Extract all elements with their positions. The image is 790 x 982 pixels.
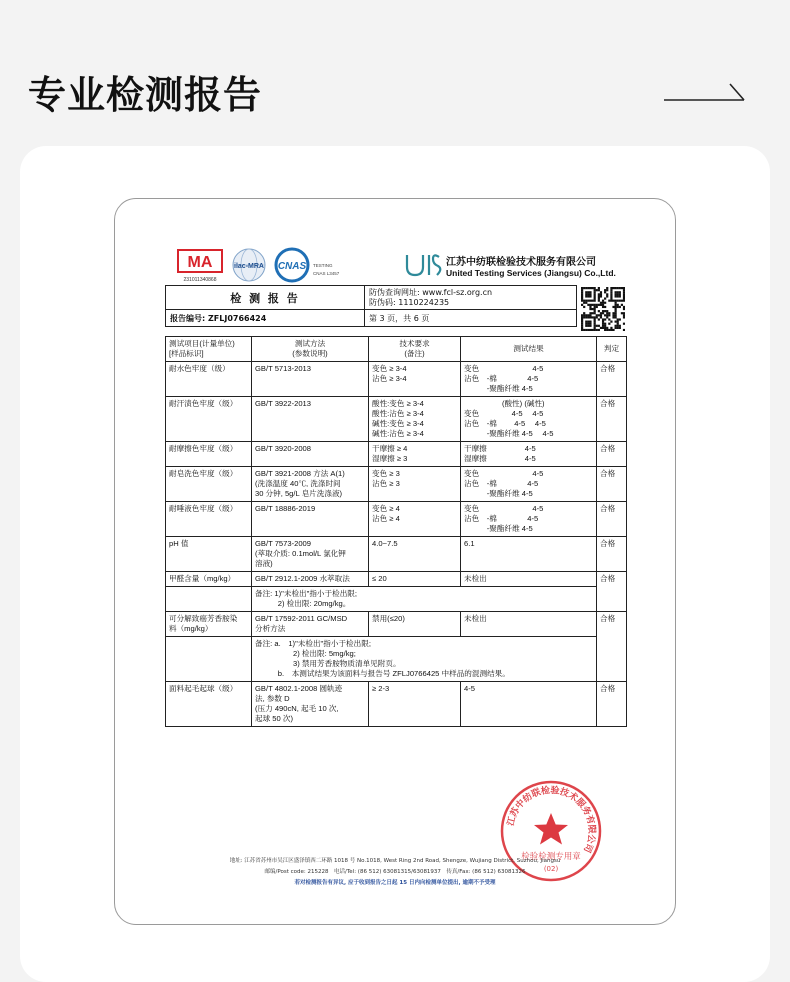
footer-contact: 邮编/Post code: 215228 电话/Tel: (86 512) 63081315/63081937 传真/Fax: (86 512) 63081326 bbox=[264, 869, 526, 875]
anti-fake-info bbox=[365, 286, 577, 310]
cell-item: 耐皂洗色牢度（级） bbox=[166, 467, 252, 502]
footer-warning: 若对检测报告有异议, 应于收到报告之日起 15 日内向检测单位提出, 逾期不予受理 bbox=[294, 880, 496, 886]
table-row bbox=[166, 682, 627, 727]
footer-address: 地址: 江苏省苏州市吴江区盛泽镇西二环路 1018 号 No.1018, West Ring 2nd Road, Shengze, Wujiang District, Suzhou, Jiangsu bbox=[229, 858, 561, 864]
cell-result: 干摩擦 4-5 湿摩擦 4-5 bbox=[461, 442, 597, 467]
table-row bbox=[166, 502, 627, 537]
table-note-row bbox=[166, 587, 627, 612]
page-info: 第 3 页，共 6 页 bbox=[365, 310, 577, 327]
cell-method: GB/T 3920-2008 bbox=[252, 442, 369, 467]
table-row bbox=[166, 467, 627, 502]
seal-ring-text: 江苏中纺联检验技术服务有限公司 bbox=[506, 785, 597, 854]
report-number: 报告编号: ZFLJ0766424 bbox=[166, 310, 365, 327]
cma-logo bbox=[177, 249, 223, 283]
arrow-right-icon[interactable] bbox=[664, 78, 748, 104]
table-row bbox=[166, 537, 627, 572]
cell-requirement: 干摩擦 ≥ 4 湿摩擦 ≥ 3 bbox=[369, 442, 461, 467]
cell-item: 可分解致癌芳香胺染 料（mg/kg） bbox=[166, 612, 252, 637]
cell-item: 耐摩擦色牢度（级） bbox=[166, 442, 252, 467]
anti-fake-code: 防伪码: 1110224235 bbox=[369, 297, 450, 307]
cell-item: 甲醛含量（mg/kg） bbox=[166, 572, 252, 587]
ilac-globe-icon bbox=[229, 247, 269, 283]
table-header-row bbox=[166, 337, 627, 362]
cell-judgement: 合格 bbox=[597, 572, 627, 612]
table-row bbox=[166, 612, 627, 637]
cell-requirement: 变色 ≥ 4 沾色 ≥ 4 bbox=[369, 502, 461, 537]
table-row bbox=[166, 572, 627, 587]
cell-method: GB/T 3922-2013 bbox=[252, 397, 369, 442]
seal-number: (02) bbox=[543, 865, 559, 873]
cell-judgement: 合格 bbox=[597, 537, 627, 572]
cell-requirement: ≤ 20 bbox=[369, 572, 461, 587]
cell-result: 变色 4-5 沾色 -棉 4-5 -聚酯纤维 4-5 bbox=[461, 467, 597, 502]
cell-method: GB/T 17592-2011 GC/MSD 分析方法 bbox=[252, 612, 369, 637]
cell-item: 耐唾液色牢度（级） bbox=[166, 502, 252, 537]
cell-result: 未检出 bbox=[461, 572, 597, 587]
cell-judgement: 合格 bbox=[597, 612, 627, 682]
cell-judgement: 合格 bbox=[597, 442, 627, 467]
cell-result: (酸性) (碱性) 变色 4-5 4-5 沾色 -棉 4-5 4-5 -聚酯纤维 4-5 4-5 bbox=[461, 397, 597, 442]
cell-requirement: 酸性:变色 ≥ 3-4 酸性:沾色 ≥ 3-4 碱性:变色 ≥ 3-4 碱性:沾色 ≥ 3-4 bbox=[369, 397, 461, 442]
page-title: 专业检测报告 bbox=[28, 73, 263, 117]
seal-star-icon bbox=[534, 813, 568, 845]
cell-judgement: 合格 bbox=[597, 682, 627, 727]
test-results-table bbox=[165, 336, 627, 727]
cell-note: 备注: 1)"未检出"指小于检出限; 2) 检出限: 20mg/kg。 bbox=[252, 587, 597, 612]
cell-result: 未检出 bbox=[461, 612, 597, 637]
query-site: 防伪查询网址: www.fcl-sz.org.cn bbox=[369, 287, 493, 297]
cnas-mark-icon bbox=[271, 247, 313, 283]
cell-method: GB/T 2912.1-2009 水萃取法 bbox=[252, 572, 369, 587]
cell-result: 变色 4-5 沾色 -棉 4-5 -聚酯纤维 4-5 bbox=[461, 502, 597, 537]
company-logo-icon bbox=[403, 249, 443, 279]
ilac-mra-logo bbox=[229, 247, 269, 283]
table-row bbox=[166, 397, 627, 442]
cma-text: MA bbox=[187, 254, 213, 271]
cell-requirement: ≥ 2-3 bbox=[369, 682, 461, 727]
report-title: 检 测 报 告 bbox=[166, 286, 365, 310]
cell-requirement: 禁用(≤20) bbox=[369, 612, 461, 637]
table-note-row bbox=[166, 637, 627, 682]
cell-result: 6.1 bbox=[461, 537, 597, 572]
cnas-logo bbox=[271, 247, 351, 283]
cell-judgement: 合格 bbox=[597, 362, 627, 397]
ilac-text: ilac-MRA bbox=[234, 263, 264, 270]
note-spacer bbox=[166, 587, 252, 612]
cell-item: 面料起毛起球（级） bbox=[166, 682, 252, 727]
qr-code-icon[interactable] bbox=[581, 287, 625, 331]
cell-method: GB/T 18886-2019 bbox=[252, 502, 369, 537]
cell-judgement: 合格 bbox=[597, 502, 627, 537]
cell-method: GB/T 5713-2013 bbox=[252, 362, 369, 397]
company-name-cn: 江苏中纺联检验技术服务有限公司 bbox=[446, 257, 596, 268]
table-row bbox=[166, 442, 627, 467]
cnas-code: CNAS L3457 bbox=[313, 271, 340, 276]
header-requirement: 技术要求 (备注) bbox=[369, 337, 461, 362]
cell-result: 4-5 bbox=[461, 682, 597, 727]
cell-note: 备注: a. 1)"未检出"指小于检出限; 2) 检出限: 5mg/kg; 3) 禁用芳香胺物质清单见附页。 b. 本测试结果为该面料与报告号 ZFLJ0766425 中样品的混测结果。 bbox=[252, 637, 597, 682]
cell-item: 耐汗渍色牢度（级） bbox=[166, 397, 252, 442]
header-method: 测试方法 (参数说明) bbox=[252, 337, 369, 362]
cell-requirement: 变色 ≥ 3-4 沾色 ≥ 3-4 bbox=[369, 362, 461, 397]
cell-item: pH 值 bbox=[166, 537, 252, 572]
header-judgement: 判定 bbox=[597, 337, 627, 362]
cell-method: GB/T 4802.1-2008 圆轨迹 法, 参数 D (压力 490cN, 起毛 10 次, 起球 50 次) bbox=[252, 682, 369, 727]
cell-judgement: 合格 bbox=[597, 467, 627, 502]
cell-method: GB/T 7573-2009 (萃取介质: 0.1mol/L 氯化钾 溶液) bbox=[252, 537, 369, 572]
header-item: 测试项目(计量单位) [样品标识] bbox=[166, 337, 252, 362]
cell-result: 变色 4-5 沾色 -棉 4-5 -聚酯纤维 4-5 bbox=[461, 362, 597, 397]
note-spacer bbox=[166, 637, 252, 682]
cell-method: GB/T 3921-2008 方法 A(1) (洗涤温度 40℃, 洗涤时间 30 分钟, 5g/L 皂片洗涤液) bbox=[252, 467, 369, 502]
table-row bbox=[166, 362, 627, 397]
cell-judgement: 合格 bbox=[597, 397, 627, 442]
seal-center-text: 检验检测专用章 bbox=[521, 852, 581, 862]
company-name-en: United Testing Services (Jiangsu) Co.,Ltd. bbox=[446, 268, 616, 278]
cma-mark-icon bbox=[177, 249, 223, 273]
cell-requirement: 4.0~7.5 bbox=[369, 537, 461, 572]
cnas-text: CNAS bbox=[277, 261, 307, 272]
cma-number: 231011340868 bbox=[183, 277, 217, 283]
cnas-small-label: TESTING bbox=[313, 263, 333, 268]
test-report-document bbox=[114, 198, 676, 925]
cell-requirement: 变色 ≥ 3 沾色 ≥ 3 bbox=[369, 467, 461, 502]
report-header-table bbox=[165, 285, 577, 327]
cell-item: 耐水色牢度（级） bbox=[166, 362, 252, 397]
header-result: 测试结果 bbox=[461, 337, 597, 362]
